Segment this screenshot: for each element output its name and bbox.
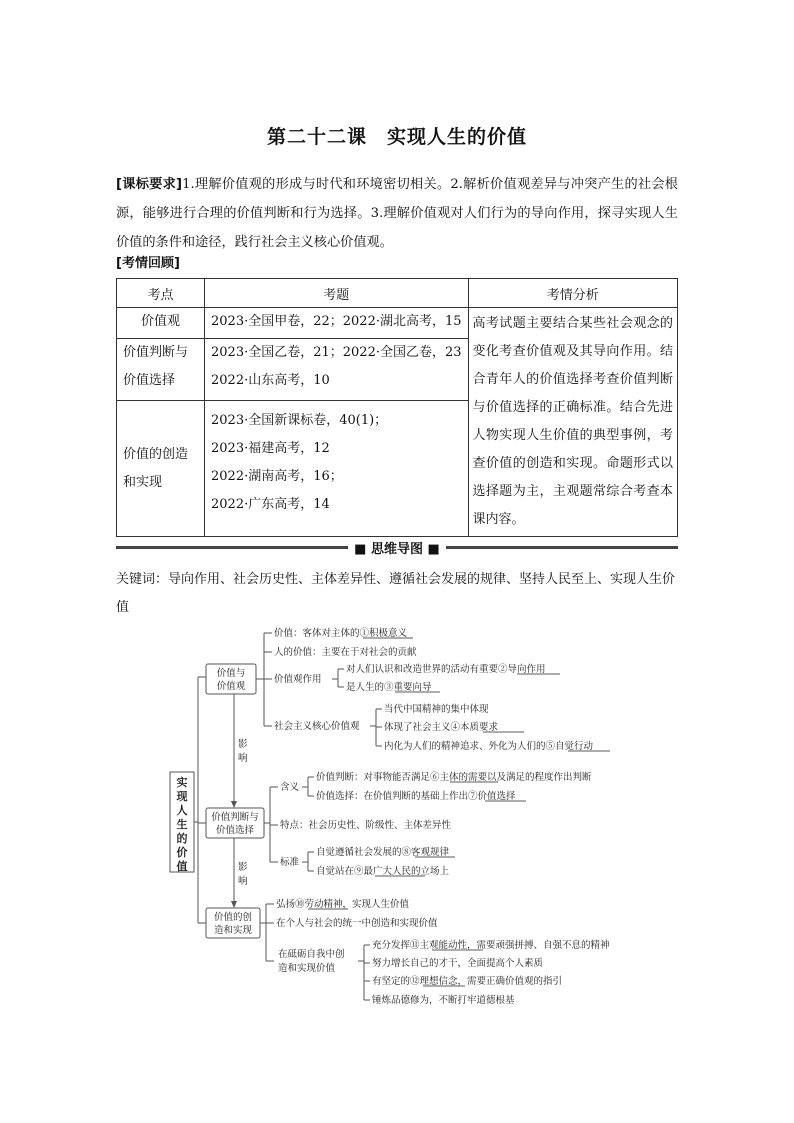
- curriculum-requirements: [116, 170, 678, 257]
- square-icon: ■: [423, 542, 440, 557]
- branch-title: 价值的创: [213, 912, 253, 923]
- map-node: 自觉站在⑨最广大人民的立场上: [316, 866, 450, 877]
- question-item: 2023·福建高考，12: [211, 441, 330, 457]
- map-node: 在砥砺自我中创: [278, 949, 345, 960]
- branch1-connector: [256, 633, 272, 726]
- point-cell: 价值判断与价值选择: [117, 339, 205, 401]
- map-node: 社会主义核心价值观: [274, 721, 360, 732]
- map-node: 含义: [280, 782, 300, 793]
- mind-map-heading: ■ 思维导图 ■: [354, 542, 440, 557]
- page-title: 第二十二课 实现人生的价值: [266, 126, 527, 148]
- question-item: 2022·广东高考，14: [211, 497, 330, 513]
- analysis-cell: 高考试题主要结合某些社会观念的变化考查价值观及其导向作用。结合青年人的价值选择考查价值判断与价值选择的正确标准。结合先进人物实现人生价值的典型事例，考查价值的创造和实现。命题形式以选择题为主，主观题常综合考查本课内容。: [468, 308, 677, 537]
- question-item: 2022·山东高考，10: [211, 373, 330, 389]
- header-questions: 考题: [205, 279, 469, 308]
- keywords: 关键词：导向作用、社会历史性、主体差异性、遵循社会发展的规律、坚持人民至上、实现人生价值: [116, 572, 676, 615]
- map-node: 体现了社会主义④本质要求: [384, 722, 499, 733]
- question-item: 2022·湖南高考，16；: [211, 469, 343, 485]
- map-node: 价值选择：在价值判断的基础上作出⑦价值选择: [316, 791, 516, 802]
- arrowhead-icon: [231, 901, 237, 908]
- influence-label: 影: [238, 862, 248, 873]
- header-analysis: 考情分析: [468, 279, 677, 308]
- map-node: 弘扬⑩劳动精神，实现人生价值: [276, 899, 410, 910]
- point-cell: 价值的创造和实现: [117, 401, 205, 537]
- map-node: 锤炼品德修为，不断打牢道德根基: [372, 995, 515, 1006]
- standard-connector: [302, 852, 314, 871]
- questions-cell: [205, 308, 469, 339]
- map-node: 标准: [280, 857, 300, 868]
- root-char: 价: [176, 846, 188, 859]
- branch2-connector: [264, 787, 278, 862]
- branch-title: 价值判断与: [211, 812, 259, 823]
- map-node: 造和实现价值: [278, 963, 336, 974]
- divider-bar-right: [446, 546, 678, 549]
- branch-title: 价值与: [216, 668, 246, 679]
- root-char: 值: [176, 860, 188, 873]
- influence-label: 响: [238, 876, 248, 887]
- map-node: 自觉遵循社会发展的⑧客观规律: [316, 847, 450, 858]
- map-node: 价值判断：对事物能否满足⑥主体的需要以及满足的程度作出判断: [316, 772, 592, 783]
- mind-map: [150, 615, 630, 1015]
- requirements-text: 1.理解价值观的形成与时代和环境密切相关。2.解析价值观差异与冲突产生的社会根源，能够进行合理的价值判断和行为选择。3.理解价值观对人们行为的导向作用，探寻实现人生价值的条件和途径，践行社会主义核心价值观。: [116, 177, 678, 250]
- meaning-connector: [302, 777, 314, 796]
- influence-label: 响: [238, 753, 248, 764]
- root-char: 生: [176, 818, 188, 831]
- core-connector: [370, 709, 382, 746]
- branch-title: 价值选择: [215, 825, 255, 836]
- influence-label: 影: [238, 739, 248, 750]
- point-cell: 价值观: [117, 308, 205, 339]
- question-item: 2023·全国乙卷，21；2022·全国乙卷，23: [211, 345, 462, 361]
- map-node: 对人们认识和改造世界的活动有重要②导向作用: [346, 664, 546, 675]
- branch-title: 价值观: [216, 681, 246, 692]
- questions-cell: [205, 401, 469, 537]
- map-node: 内化为人们的精神追求、外化为人们的⑤自觉行动: [384, 741, 594, 752]
- question-item: 2023·全国新课标卷，40(1)；: [211, 413, 388, 429]
- header-point: 考点: [117, 279, 205, 308]
- square-icon: ■: [354, 542, 371, 557]
- map-node: 价值观作用: [274, 674, 322, 685]
- questions-cell: [205, 339, 469, 401]
- map-node: 特点：社会历史性、阶级性、主体差异性: [280, 820, 452, 831]
- table-header-row: [117, 279, 678, 308]
- requirements-label: [课标要求]: [116, 177, 183, 192]
- exam-review-label: [考情回顾]: [116, 256, 180, 271]
- divider-bar-left: [116, 546, 348, 549]
- branch-title: 造和实现: [213, 925, 253, 936]
- map-node: 当代中国精神的集中体现: [384, 704, 489, 715]
- root-char: 现: [176, 790, 188, 803]
- root-connector: [194, 677, 206, 923]
- root-char: 的: [176, 832, 188, 845]
- map-node: 在个人与社会的统一中创造和实现价值: [276, 918, 438, 929]
- table-row: [117, 308, 678, 339]
- root-char: 人: [176, 804, 188, 817]
- self-connector: [358, 945, 370, 1000]
- map-node: 是人生的③重要向导: [346, 682, 432, 693]
- arrowhead-icon: [231, 801, 237, 808]
- map-node: 充分发挥⑪主观能动性，需要顽强拼搏、自强不息的精神: [372, 940, 610, 951]
- role-connector: [332, 669, 344, 687]
- branch3-connector: [260, 904, 274, 961]
- map-node: 努力增长自己的才干，全面提高个人素质: [372, 958, 544, 969]
- map-node: 有坚定的⑫理想信念，需要正确价值观的指引: [372, 976, 563, 987]
- question-item: 2023·全国甲卷，22；2022·湖北高考，15: [211, 314, 462, 329]
- exam-review-table: [116, 278, 678, 537]
- root-char: 实: [176, 776, 188, 789]
- map-node: 价值：客体对主体的①积极意义: [274, 628, 408, 639]
- map-node: 人的价值：主要在于对社会的贡献: [274, 647, 417, 658]
